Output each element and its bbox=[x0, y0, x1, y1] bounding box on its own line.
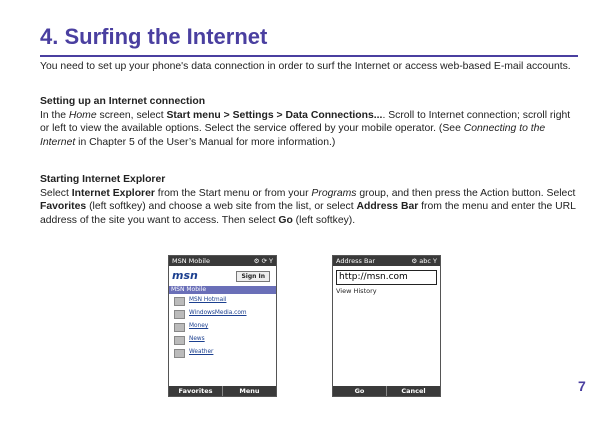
softkey-bar bbox=[333, 386, 440, 396]
list-item[interactable]: Money bbox=[169, 320, 276, 333]
msn-band: MSN Mobile bbox=[169, 286, 276, 294]
phone-title-bar bbox=[333, 256, 440, 266]
signal-icon: ⚙ ⟳ Y bbox=[253, 257, 273, 265]
intro-paragraph: You need to set up your phone's data connection in order to surf the Internet or access web-based E-mail accounts. bbox=[40, 61, 571, 72]
cancel-softkey[interactable]: Cancel bbox=[386, 386, 440, 396]
money-icon bbox=[174, 323, 185, 332]
weather-icon bbox=[174, 349, 185, 358]
phone-title-bar bbox=[169, 256, 276, 266]
menu-softkey[interactable]: Menu bbox=[222, 386, 276, 396]
section2-paragraph: Select Internet Explorer from the Start menu or from your Programs group, and then press the Action button. Select Favorites (left softkey) and choose a web site from the list, or select Address Bar from the menu and enter the URL address of the site you want to access. Then select Go (left softkey). bbox=[40, 188, 576, 226]
msn-logo: msn bbox=[172, 269, 198, 282]
view-history-item[interactable]: View History bbox=[336, 287, 377, 295]
softkey-bar bbox=[169, 386, 276, 396]
msn-mobile-screenshot bbox=[168, 255, 277, 397]
page-number: 7 bbox=[578, 378, 586, 394]
news-icon bbox=[174, 336, 185, 345]
sign-in-button[interactable]: Sign In bbox=[236, 271, 270, 282]
section1-heading: Setting up an Internet connection bbox=[40, 96, 206, 107]
list-item[interactable]: MSN Hotmail bbox=[169, 294, 276, 307]
go-softkey[interactable]: Go bbox=[354, 387, 365, 395]
msn-header bbox=[169, 266, 276, 286]
list-item[interactable]: News bbox=[169, 333, 276, 346]
signal-icon: ⚙ abc Y bbox=[411, 257, 437, 265]
section2-heading: Starting Internet Explorer bbox=[40, 174, 166, 185]
page-title: 4. Surfing the Internet bbox=[40, 24, 268, 49]
phone-title: Address Bar bbox=[336, 257, 376, 265]
address-bar-screenshot bbox=[332, 255, 441, 397]
hotmail-icon bbox=[174, 297, 185, 306]
section1-paragraph: In the Home screen, select Start menu > Settings > Data Connections.... Scroll to Internet connection; scroll right or left to view the available options. Select the service offered by your mobile operator. (See Connecting to the Internet in Chapter 5 of the User’s Manual for more information.) bbox=[40, 110, 571, 148]
url-input[interactable]: http://msn.com bbox=[336, 270, 437, 285]
favorites-softkey[interactable]: Favorites bbox=[178, 387, 213, 395]
list-item[interactable]: WindowsMedia.com bbox=[169, 307, 276, 320]
phone-title: MSN Mobile bbox=[172, 257, 210, 265]
title-divider bbox=[40, 55, 578, 57]
msn-link-list bbox=[169, 294, 276, 359]
media-icon bbox=[174, 310, 185, 319]
list-item[interactable]: Weather bbox=[169, 346, 276, 359]
